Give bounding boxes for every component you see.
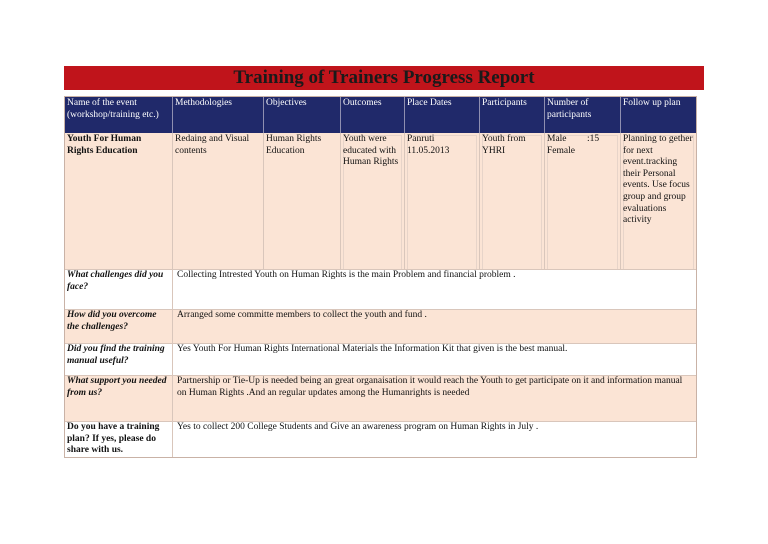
- event-name: Youth For Human Rights Education: [67, 134, 142, 156]
- answer-manual: Yes Youth For Human Rights International Materials the Information Kit that given is the best manual.: [173, 343, 696, 375]
- question-support: What support you needed from us?: [65, 375, 173, 421]
- report-table: [64, 96, 697, 458]
- report-title: Training of Trainers Progress Report: [64, 66, 704, 90]
- header-participants: Participants: [480, 97, 545, 133]
- male-value: :15: [587, 134, 600, 144]
- question-manual: Did you find the training manual useful?: [65, 343, 173, 375]
- followup-value: Planning to gether for next event.tracking their Personal events. Use focus group and group evaluations activity: [623, 134, 693, 226]
- header-objectives: Objectives: [264, 97, 341, 133]
- header-outcomes: Outcomes: [341, 97, 405, 133]
- header-place: Place Dates: [405, 97, 480, 133]
- female-label: Female: [547, 145, 575, 156]
- header-followup: Follow up plan: [621, 97, 696, 133]
- outcomes-value: Youth were educated with Human Rights: [343, 134, 399, 168]
- answer-overcome: Arranged some committe members to collect the youth and fund .: [173, 309, 696, 343]
- question-overcome: How did you overcome the challenges?: [65, 309, 173, 343]
- participants-value: Youth from YHRI: [482, 134, 526, 156]
- question-challenges: What challenges did you face?: [65, 269, 173, 309]
- question-training-plan: Do you have a training plan? If yes, please do share with us.: [65, 421, 173, 457]
- methodologies-value: Redaing and Visual contents: [175, 134, 250, 156]
- answer-support: Partnership or Tie-Up is needed being an great organaisation it would reach the Youth to get participate on it and information manual on Human Rights .And an regular updates among the Humanrights is needed: [173, 375, 696, 421]
- header-number: Number of participants: [545, 97, 621, 133]
- header-event: Name of the event (workshop/training etc.): [65, 97, 173, 133]
- place-value: Panruti 11.05.2013: [407, 134, 450, 156]
- answer-challenges: Collecting Intrested Youth on Human Rights is the main Problem and financial problem .: [173, 269, 696, 309]
- male-label: Male: [547, 134, 567, 144]
- answer-training-plan: Yes to collect 200 College Students and Give an awareness program on Human Rights in July .: [173, 421, 696, 457]
- objectives-value: Human Rights Education: [266, 134, 322, 156]
- header-methodologies: Methodologies: [173, 97, 264, 133]
